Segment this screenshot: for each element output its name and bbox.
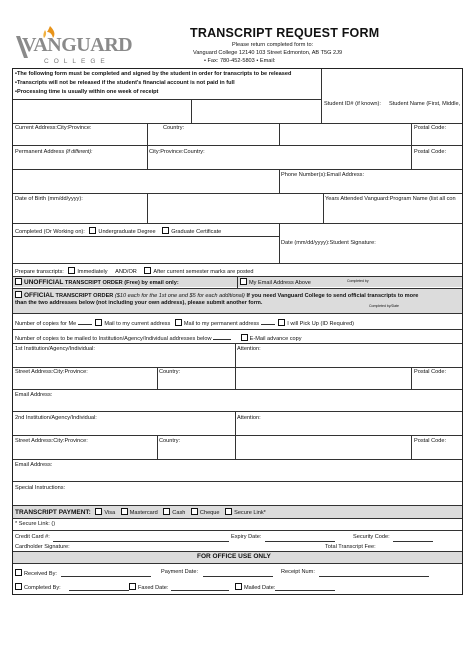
- received-checkbox[interactable]: [15, 569, 22, 576]
- mail-permanent-checkbox[interactable]: [175, 319, 182, 326]
- mailed-date-label: Mailed Date:: [244, 585, 276, 591]
- unofficial-bold: UNOFFICIAL: [24, 279, 64, 286]
- prepare-label: Prepare transcripts:: [15, 269, 64, 275]
- divider: [13, 411, 462, 412]
- cash-checkbox[interactable]: [163, 508, 170, 515]
- divider: [13, 505, 462, 506]
- current-address-text: Current Address:: [15, 125, 57, 131]
- logo-wordmark: VANGUARD: [22, 34, 133, 56]
- current-address-label: [15, 125, 92, 131]
- page-title: TRANSCRIPT REQUEST FORM: [190, 26, 380, 40]
- after-semester-label: After current semester marks are posted: [153, 269, 254, 275]
- divider: [13, 169, 462, 170]
- divider: [13, 313, 462, 314]
- permanent-address-text: Permanent Address: [15, 149, 65, 155]
- cheque-label: Cheque: [199, 510, 220, 516]
- faxed-row: [129, 583, 168, 591]
- received-by-row: [15, 569, 57, 577]
- inst1-email-label: Email Address:: [15, 392, 53, 398]
- inst2-label: 2nd Institution/Agency/Individual:: [15, 415, 97, 421]
- secure-link-line: [15, 521, 55, 527]
- divider: [411, 145, 412, 169]
- inst1-street-text: Street Address:: [15, 369, 54, 375]
- years-attended-text: Years Attended Vanguard:: [325, 196, 390, 202]
- years-program-label: [325, 196, 456, 202]
- mastercard-label: Mastercard: [129, 510, 158, 516]
- secure-link-line-label: * Secure Link:: [15, 521, 50, 527]
- secure-link-checkbox[interactable]: [225, 508, 232, 515]
- after-semester-checkbox[interactable]: [144, 267, 151, 274]
- faxed-date-line[interactable]: [171, 590, 229, 591]
- inst1-city-text: City:Province:: [53, 369, 88, 375]
- divider: [13, 99, 321, 100]
- copies-mailed-field[interactable]: [213, 339, 231, 340]
- completed-row: [15, 227, 221, 235]
- fax-email-line: • Fax: 780-452-5803 • Email:: [204, 58, 276, 64]
- credit-card-label: Credit Card #:: [15, 534, 50, 540]
- divider: [13, 481, 462, 482]
- date-text: Date (mm/dd/yyyy):: [281, 240, 330, 246]
- divider: [411, 123, 412, 145]
- cardholder-label: Cardholder Signature:: [15, 544, 70, 550]
- divider: [13, 563, 462, 564]
- inst1-street-label: [15, 369, 88, 375]
- secure-link-line-value: (): [51, 521, 56, 527]
- undergrad-checkbox[interactable]: [89, 227, 96, 234]
- student-name-label: Student Name (First, Middle,: [389, 101, 461, 107]
- unofficial-completed-by: Completed by: [347, 279, 369, 283]
- note-2: •Transcripts will not be released if the student's financial account is not paid in full: [15, 80, 235, 86]
- note-1: •The following form must be completed and signed by the student in order for transcripts to be released: [15, 71, 292, 77]
- credit-card-line[interactable]: [53, 541, 229, 542]
- security-code-label: Security Code:: [353, 534, 390, 540]
- payment-row: [15, 508, 266, 516]
- official-order: TRANSCRIPT ORDER: [55, 293, 114, 299]
- faxed-checkbox[interactable]: [129, 583, 136, 590]
- note-3: •Processing time is usually within one week of receipt: [15, 89, 159, 95]
- divider: [13, 145, 462, 146]
- mailed-row: [235, 583, 275, 591]
- security-code-line[interactable]: [393, 541, 433, 542]
- completed-label: Completed (Or Working on):: [15, 229, 85, 235]
- completed-by-row: [15, 583, 61, 591]
- copies-me-field[interactable]: [78, 324, 92, 325]
- dob-label: Date of Birth (mm/dd/yyyy):: [15, 196, 83, 202]
- total-fee-label: Total Transcript Fee:: [325, 544, 376, 550]
- divider: [13, 236, 279, 237]
- permanent-address-label: [15, 149, 92, 156]
- inst1-country-label: Country:: [159, 369, 181, 375]
- divider: [13, 288, 462, 289]
- mail-permanent-label: Mail to my permanent address: [183, 321, 260, 327]
- divider: [13, 123, 462, 124]
- current-country-label: Country:: [163, 125, 185, 131]
- receipt-num-label: Receipt Num:: [281, 569, 315, 575]
- prepare-row: [15, 267, 254, 275]
- mailed-date-line[interactable]: [275, 590, 335, 591]
- divider: [147, 123, 148, 145]
- inst2-country-label: Country:: [159, 438, 181, 444]
- completed-checkbox[interactable]: [15, 583, 22, 590]
- copies-mailed-label: Number of copies to be mailed to Institution/Agency/Individual addresses below: [15, 336, 212, 342]
- mail-current-checkbox[interactable]: [95, 319, 102, 326]
- faxed-date-label: Faxed Date:: [138, 585, 169, 591]
- grad-cert-label: Graduate Certificate: [171, 229, 222, 235]
- divider: [411, 435, 412, 459]
- divider: [13, 223, 462, 224]
- completed-by-label: Completed By:: [24, 585, 61, 591]
- divider: [13, 343, 462, 344]
- date-signature-label: [281, 240, 376, 246]
- official-row: [15, 291, 418, 299]
- email-advance-label: E-Mail advance copy: [249, 336, 302, 342]
- unofficial-checkbox[interactable]: [15, 278, 22, 285]
- divider: [235, 435, 236, 459]
- email-advance-checkbox[interactable]: [241, 334, 248, 341]
- permanent-city-label: [149, 149, 205, 155]
- grad-cert-checkbox[interactable]: [162, 227, 169, 234]
- special-instructions-label: Special Instructions:: [15, 485, 66, 491]
- divider: [235, 411, 236, 435]
- divider: [321, 69, 322, 123]
- email-above-label: My Email Address Above: [249, 280, 311, 286]
- divider: [13, 193, 462, 194]
- copies-permanent-field[interactable]: [261, 324, 275, 325]
- official-completed-by-date: Completed by/Date: [369, 304, 399, 308]
- divider: [13, 518, 462, 519]
- if-different-text: (if different):: [65, 149, 93, 155]
- divider: [13, 367, 462, 368]
- expiry-label: Expiry Date:: [231, 534, 262, 540]
- divider: [147, 145, 148, 169]
- expiry-line[interactable]: [265, 541, 335, 542]
- immediately-label: Immediately: [77, 269, 108, 275]
- mastercard-checkbox[interactable]: [121, 508, 128, 515]
- student-signature-text: Student Signature:: [329, 240, 376, 246]
- copies-mailed-row: [15, 334, 302, 342]
- unofficial-row: [15, 278, 179, 286]
- current-city-province-text: City:Province:: [56, 125, 92, 131]
- logo-subtext: COLLEGE: [44, 58, 110, 65]
- mailed-checkbox[interactable]: [235, 583, 242, 590]
- divider: [279, 169, 280, 193]
- program-name-text: Program Name (list all con: [389, 196, 456, 202]
- inst1-postal-label: Postal Code:: [414, 369, 447, 375]
- inst2-postal-label: Postal Code:: [414, 438, 447, 444]
- inst2-street-text: Street Address:: [15, 438, 54, 444]
- divider: [157, 367, 158, 389]
- divider: [13, 263, 462, 264]
- divider: [13, 459, 462, 460]
- visa-label: Visa: [104, 510, 116, 516]
- payment-title: TRANSCRIPT PAYMENT:: [15, 509, 91, 516]
- permanent-country-text: Country:: [183, 149, 205, 155]
- official-line-2: than the two addresses below (not including your own address), please submit another form.: [15, 300, 263, 306]
- completed-by-line[interactable]: [69, 590, 129, 591]
- mail-current-label: Mail to my current address: [104, 321, 171, 327]
- phone-email-label: [281, 172, 364, 178]
- college-address: Vanguard College 12140 103 Street Edmonton, AB T5G 2J9: [193, 50, 343, 56]
- email-above-row: [240, 278, 311, 286]
- undergrad-label: Undergraduate Degree: [98, 229, 156, 235]
- official-fee: ($10 each for the 1st one and $5 for each additional): [114, 293, 245, 299]
- secure-link-label: Secure Link*: [234, 510, 266, 516]
- permanent-city-text: City:Province:: [149, 149, 184, 155]
- permanent-postal-label: Postal Code:: [414, 149, 447, 155]
- inst2-city-text: City:Province:: [53, 438, 88, 444]
- divider: [13, 530, 462, 531]
- pickup-checkbox[interactable]: [278, 319, 285, 326]
- pickup-label: I will Pick Up (ID Required): [287, 321, 355, 327]
- copies-me-row: [15, 319, 354, 327]
- divider: [157, 435, 158, 459]
- inst2-email-label: Email Address:: [15, 462, 53, 468]
- copies-me-label: Number of copies for Me: [15, 321, 77, 327]
- form-table: [12, 68, 463, 595]
- official-checkbox[interactable]: [15, 291, 22, 298]
- return-instruction: Please return completed form to:: [232, 42, 314, 48]
- office-use-title: FOR OFFICE USE ONLY: [197, 553, 271, 560]
- email-text: Email Address:: [326, 172, 365, 178]
- student-id-label: Student ID# (if known):: [324, 101, 381, 107]
- divider: [13, 435, 462, 436]
- divider: [237, 276, 238, 288]
- payment-date-line[interactable]: [203, 576, 273, 577]
- official-bold: OFFICIAL: [24, 292, 54, 299]
- received-by-line[interactable]: [61, 576, 151, 577]
- inst2-attention: Attention:: [237, 415, 261, 421]
- inst1-attention: Attention:: [237, 346, 261, 352]
- divider: [13, 329, 462, 330]
- phone-text: Phone Number(s):: [281, 172, 327, 178]
- divider: [147, 193, 148, 223]
- divider: [13, 389, 462, 390]
- receipt-num-line[interactable]: [319, 576, 429, 577]
- payment-date-label: Payment Date:: [161, 569, 198, 575]
- inst1-label: 1st Institution/Agency/Individual:: [15, 346, 95, 352]
- divider: [13, 551, 462, 552]
- official-need: If you need Vanguard College to send official transcripts to more: [246, 293, 419, 299]
- divider: [279, 123, 280, 145]
- divider: [411, 367, 412, 389]
- unofficial-rest: TRANSCRIPT ORDER (Free) by email only:: [64, 280, 179, 286]
- divider: [235, 343, 236, 367]
- current-postal-label: Postal Code:: [414, 125, 447, 131]
- received-by-label: Received By:: [24, 571, 57, 577]
- inst2-street-label: [15, 438, 88, 444]
- divider: [323, 193, 324, 223]
- divider: [279, 223, 280, 263]
- immediately-checkbox[interactable]: [68, 267, 75, 274]
- divider: [235, 367, 236, 389]
- divider: [191, 99, 192, 123]
- cheque-checkbox[interactable]: [191, 508, 198, 515]
- andor-text: AND/OR: [115, 269, 137, 275]
- visa-checkbox[interactable]: [95, 508, 102, 515]
- cash-label: Cash: [172, 510, 186, 516]
- email-above-checkbox[interactable]: [240, 278, 247, 285]
